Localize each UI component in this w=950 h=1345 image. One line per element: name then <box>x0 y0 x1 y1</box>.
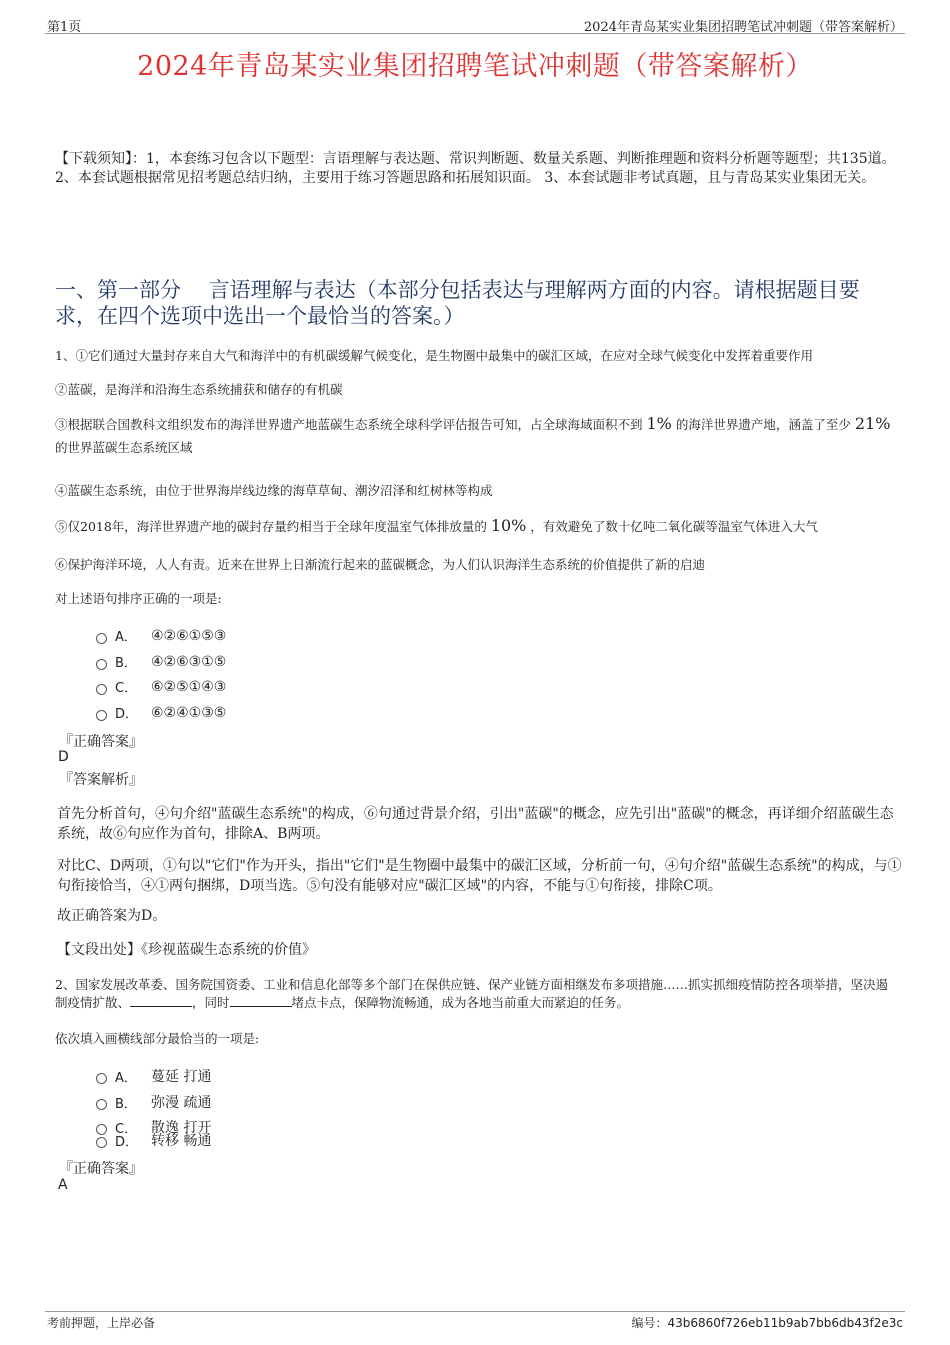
radio-icon[interactable] <box>96 659 107 670</box>
option-text: ④②⑥③①⑤ <box>151 653 227 670</box>
q2-blank-2 <box>230 994 292 1007</box>
q2-option-d[interactable] <box>96 1130 211 1150</box>
q2-stem <box>55 976 900 1012</box>
q1-option-c[interactable] <box>96 677 226 696</box>
option-letter: B． <box>115 656 137 671</box>
option-letter: A． <box>115 1070 137 1086</box>
section-title: 一、第一部分 言语理解与表达（本部分包括表达与理解两方面的内容。请根据题目要求，在四个选项中选出一个最恰当的答案。） <box>55 278 860 328</box>
radio-icon[interactable] <box>96 1073 107 1084</box>
header-divider <box>45 33 905 34</box>
q1-option-a[interactable] <box>96 626 226 645</box>
q1-source: 【文段出处】《珍视蓝碳生态系统的价值》 <box>57 942 316 958</box>
option-letter: B． <box>115 1096 137 1112</box>
q2-blank-1 <box>130 994 192 1007</box>
q1-sentence-6: ⑥保护海洋环境，人人有责。近来在世界上日渐流行起来的蓝碳概念，为人们认识海洋生态系统的价值提供了新的启迪 <box>55 557 706 572</box>
option-text: 转移 畅通 <box>151 1133 212 1149</box>
option-letter: D． <box>115 707 139 722</box>
q1-s3-percent-2: 21% <box>854 414 891 433</box>
q1-option-d[interactable] <box>96 703 226 722</box>
radio-icon[interactable] <box>96 1137 107 1148</box>
q2-option-b[interactable] <box>96 1092 211 1112</box>
q1-s5-part-a: ⑤仅2018年，海洋世界遗产地的碳封存量约相当于全球年度温室气体排放量的 <box>55 519 487 534</box>
footer-slogan: 考前押题，上岸必备 <box>47 1316 156 1330</box>
q2-stem-part-b: ，同时 <box>192 995 230 1010</box>
code-value: 43b6860f726eb11b9ab7bb6db43f2e3c <box>667 1316 903 1330</box>
q1-sentence-4: ④蓝碳生态系统，由位于世界海岸线边缘的海草草甸、潮汐沼泽和红树林等构成 <box>55 483 493 498</box>
q1-option-b[interactable] <box>96 652 226 671</box>
option-text: ⑥②④①③⑤ <box>151 704 227 721</box>
q1-s5-percent: 10% <box>490 516 527 535</box>
running-title: 2024年青岛某实业集团招聘笔试冲刺题（带答案解析） <box>583 20 903 35</box>
radio-icon[interactable] <box>96 1099 107 1110</box>
q1-sentence-2: ②蓝碳，是海洋和沿海生态系统捕获和储存的有机碳 <box>55 382 343 397</box>
q1-s5-part-c: ，有效避免了数十亿吨二氧化碳等温室气体进入大气 <box>530 519 818 534</box>
q1-s3-part-e: 的世界蓝碳生态系统区域 <box>55 440 193 455</box>
q1-s3-part-a: ③根据联合国教科文组织发布的海洋世界遗产地蓝碳生态系统全球科学评估报告可知，占全球海域面积不到 <box>55 417 643 432</box>
option-text: 散逸 打开 <box>151 1120 212 1136</box>
q1-analysis-2: 对比C、D两项，①句以"它们"作为开头，指出"它们"是生物圈中最集中的碳汇区域，分析前一句，④句介绍"蓝碳生态系统"的构成，与①句衔接恰当，④①两句捆绑，D项当选。⑤句没有能够对应"碳汇区域"的内容，不能与①句衔接，排除C项。 <box>57 858 902 894</box>
q1-sentence-5 <box>55 514 900 539</box>
q2-question: 依次填入画横线部分最恰当的一项是: <box>55 1031 260 1046</box>
document-title: 2024年青岛某实业集团招聘笔试冲刺题（带答案解析） <box>137 51 813 82</box>
download-notice: 【下载须知】：1，本套练习包含以下题型：言语理解与表达题、常识判断题、数量关系题、判断推理题和资料分析题等题型；共135道。 2、本套试题根据常见招考题总结归纳，主要用于练习答题思路和拓展知识面。 3、本套试题非考试真题，且与青岛某实业集团无关。 <box>55 151 896 186</box>
page-number: 第1页 <box>47 20 82 35</box>
q1-sentence-1: 1、①它们通过大量封存来自大气和海洋中的有机碳缓解气候变化，是生物圈中最集中的碳汇区域，在应对全球气候变化中发挥着重要作用 <box>55 348 813 363</box>
q2-stem-part-a: 2、国家发展改革委、国务院国资委、工业和信息化部等多个部门在保供应链、保产业链方面相继发布多项措施……抓实抓细疫情防控各项举措，坚决遏制疫情扩散、 <box>55 977 888 1010</box>
footer-divider <box>45 1311 905 1312</box>
option-text: 弥漫 疏通 <box>151 1095 212 1111</box>
q1-analysis-3: 故正确答案为D。 <box>57 908 167 924</box>
q1-analysis-label: 『答案解析』 <box>59 772 143 788</box>
option-letter: C． <box>115 1121 138 1137</box>
code-label: 编号： <box>631 1316 668 1330</box>
q1-analysis-1: 首先分析首句，④句介绍"蓝碳生态系统"的构成，⑥句通过背景介绍，引出"蓝碳"的概念，应先引出"蓝碳"的概念，再详细介绍蓝碳生态系统，故⑥句应作为首句，排除A、B两项。 <box>57 806 894 842</box>
footer-code <box>631 1314 903 1331</box>
q1-stem: 对上述语句排序正确的一项是: <box>55 591 222 606</box>
q1-sentence-3 <box>55 412 900 459</box>
option-text: ④②⑥①⑤③ <box>151 627 227 644</box>
q2-option-a[interactable] <box>96 1066 211 1086</box>
option-text: ⑥②⑤①④③ <box>151 678 227 695</box>
q1-s3-percent-1: 1% <box>646 414 672 433</box>
option-text: 蔓延 打通 <box>151 1069 212 1085</box>
q1-answer: D <box>58 749 69 765</box>
radio-icon[interactable] <box>96 633 107 644</box>
q1-s3-part-c: 的海洋世界遗产地，涵盖了至少 <box>675 417 851 432</box>
option-letter: C． <box>115 681 138 696</box>
q2-answer-label: 『正确答案』 <box>59 1161 143 1177</box>
q2-answer: A <box>58 1177 68 1193</box>
q2-stem-part-c: 堵点卡点，保障物流畅通，成为各地当前重大而紧迫的任务。 <box>291 995 630 1010</box>
option-letter: A． <box>115 630 137 645</box>
q1-answer-label: 『正确答案』 <box>59 734 143 750</box>
option-letter: D． <box>115 1134 139 1150</box>
radio-icon[interactable] <box>96 684 107 695</box>
radio-icon[interactable] <box>96 710 107 721</box>
